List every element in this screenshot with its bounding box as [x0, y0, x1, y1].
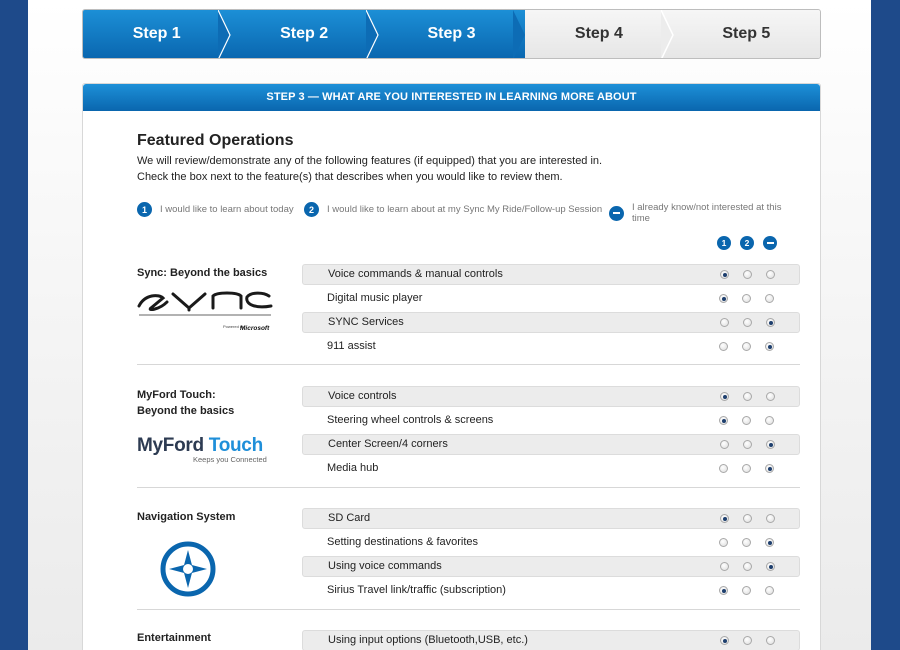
group-title-myford-line2: Beyond the basics: [137, 405, 235, 417]
not-interested-radio[interactable]: [766, 562, 775, 571]
column-1-badge-icon: 1: [717, 236, 731, 250]
group-title-entertainment: Entertainment: [137, 632, 211, 644]
learn-today-radio[interactable]: [720, 562, 729, 571]
feature-label: Using voice commands: [328, 560, 442, 572]
section-header-bar: STEP 3 — WHAT ARE YOU INTERESTED IN LEARNING MORE ABOUT: [83, 84, 820, 111]
myford-logo-text-b: Touch: [208, 435, 263, 456]
description-line-1: We will review/demonstrate any of the following features (if equipped) that you are interested in.: [137, 155, 603, 167]
group-title-sync: Sync: Beyond the basics: [137, 267, 268, 279]
follow-up-session-radio[interactable]: [743, 562, 752, 571]
follow-up-session-radio[interactable]: [742, 416, 751, 425]
feature-row: [302, 312, 800, 333]
learn-today-radio[interactable]: [720, 318, 729, 327]
not-interested-radio[interactable]: [765, 464, 774, 473]
not-interested-radio[interactable]: [766, 636, 775, 645]
step-2[interactable]: [230, 10, 377, 58]
not-interested-radio[interactable]: [765, 342, 774, 351]
learn-today-radio[interactable]: [719, 464, 728, 473]
follow-up-session-radio[interactable]: [742, 294, 751, 303]
not-interested-radio[interactable]: [765, 294, 774, 303]
minus-badge-icon: [609, 206, 624, 221]
learn-today-radio[interactable]: [719, 538, 728, 547]
learn-today-radio[interactable]: [720, 440, 729, 449]
not-interested-radio[interactable]: [766, 440, 775, 449]
feature-row: [302, 556, 800, 577]
legend-item-follow-up: [304, 202, 602, 217]
step-3[interactable]: [378, 10, 525, 58]
compass-icon: [160, 541, 216, 597]
follow-up-session-radio[interactable]: [743, 318, 752, 327]
step-3-label: Step 3: [427, 25, 476, 42]
legend-item-not-interested: [609, 202, 797, 224]
feature-label: Media hub: [327, 462, 379, 474]
follow-up-session-radio[interactable]: [742, 342, 751, 351]
column-minus-badge-icon: [763, 236, 777, 250]
legend: [137, 202, 797, 224]
feature-label: Steering wheel controls & screens: [327, 414, 494, 426]
step-5[interactable]: [673, 10, 820, 58]
feature-row: [302, 386, 800, 407]
learn-today-radio[interactable]: [719, 294, 728, 303]
not-interested-radio[interactable]: [765, 538, 774, 547]
follow-up-session-radio[interactable]: [743, 270, 752, 279]
follow-up-session-radio[interactable]: [743, 440, 752, 449]
group-divider: [137, 487, 800, 488]
feature-label: 911 assist: [327, 340, 376, 352]
feature-label: SYNC Services: [328, 316, 404, 328]
not-interested-radio[interactable]: [765, 416, 774, 425]
feature-label: Digital music player: [327, 292, 423, 304]
follow-up-session-radio[interactable]: [742, 586, 751, 595]
group-divider: [137, 364, 800, 365]
feature-label: Setting destinations & favorites: [327, 536, 479, 548]
learn-today-radio[interactable]: [720, 636, 729, 645]
step-separator-chevron-icon: [366, 10, 390, 59]
step-separator-chevron-icon: [218, 10, 242, 59]
sync-logo: [137, 288, 275, 334]
learn-today-radio[interactable]: [719, 586, 728, 595]
number-1-badge-icon: 1: [137, 202, 152, 217]
feature-label: Center Screen/4 corners: [328, 438, 448, 450]
feature-label: Voice commands & manual controls: [328, 268, 503, 280]
group-title-myford-line1: MyFord Touch:: [137, 389, 216, 401]
sync-logo-microsoft: Microsoft: [240, 325, 270, 332]
not-interested-radio[interactable]: [765, 586, 774, 595]
step-separator-chevron-icon: [661, 10, 685, 59]
feature-label: Using input options (Bluetooth,USB, etc.): [328, 634, 528, 646]
myford-logo-tagline: Keeps you Connected: [193, 455, 267, 464]
legend-text: I would like to learn about at my Sync My Ride/Follow-up Session: [327, 204, 603, 215]
myford-logo-text-a: MyFord: [137, 435, 204, 456]
feature-row: [302, 532, 800, 553]
learn-today-radio[interactable]: [719, 416, 728, 425]
not-interested-radio[interactable]: [766, 392, 775, 401]
not-interested-radio[interactable]: [766, 514, 775, 523]
page-title: Featured Operations: [137, 132, 294, 149]
legend-text: I would like to learn about today: [160, 204, 294, 215]
sync-logo-powered-by: Powered by: [223, 324, 245, 329]
follow-up-session-radio[interactable]: [743, 636, 752, 645]
feature-row: [302, 264, 800, 285]
feature-label: Voice controls: [328, 390, 397, 402]
not-interested-radio[interactable]: [766, 270, 775, 279]
feature-row: [302, 580, 800, 601]
myford-touch-logo: [137, 435, 277, 464]
column-2-badge-icon: 2: [740, 236, 754, 250]
step-progress-bar: [82, 9, 821, 59]
number-2-badge-icon: 2: [304, 202, 319, 217]
legend-item-today: [137, 202, 294, 217]
step-separator-chevron-icon: [513, 10, 537, 59]
feature-label: SD Card: [328, 512, 371, 524]
feature-row: [302, 434, 800, 455]
learn-today-radio[interactable]: [720, 514, 729, 523]
group-title-navigation: Navigation System: [137, 511, 236, 523]
feature-row: [302, 508, 800, 529]
step-4-label: Step 4: [574, 25, 623, 42]
feature-row: [302, 336, 800, 357]
step-5-label: Step 5: [722, 25, 771, 42]
legend-text: I already know/not interested at this time: [632, 202, 782, 224]
feature-row: [302, 410, 800, 431]
description-line-2: Check the box next to the feature(s) that describes when you would like to review them.: [137, 171, 563, 183]
feature-row: [302, 630, 800, 650]
follow-up-session-radio[interactable]: [743, 392, 752, 401]
feature-row: [302, 458, 800, 479]
follow-up-session-radio[interactable]: [742, 464, 751, 473]
learn-today-radio[interactable]: [720, 270, 729, 279]
not-interested-radio[interactable]: [766, 318, 775, 327]
group-divider: [137, 609, 800, 610]
step-1[interactable]: [83, 10, 230, 58]
feature-label: Sirius Travel link/traffic (subscription): [327, 584, 506, 596]
step-2-label: Step 2: [280, 25, 329, 42]
learn-today-radio[interactable]: [720, 392, 729, 401]
step-4[interactable]: [525, 10, 672, 58]
follow-up-session-radio[interactable]: [742, 538, 751, 547]
learn-today-radio[interactable]: [719, 342, 728, 351]
feature-row: [302, 288, 800, 309]
follow-up-session-radio[interactable]: [743, 514, 752, 523]
step-1-label: Step 1: [132, 25, 181, 42]
